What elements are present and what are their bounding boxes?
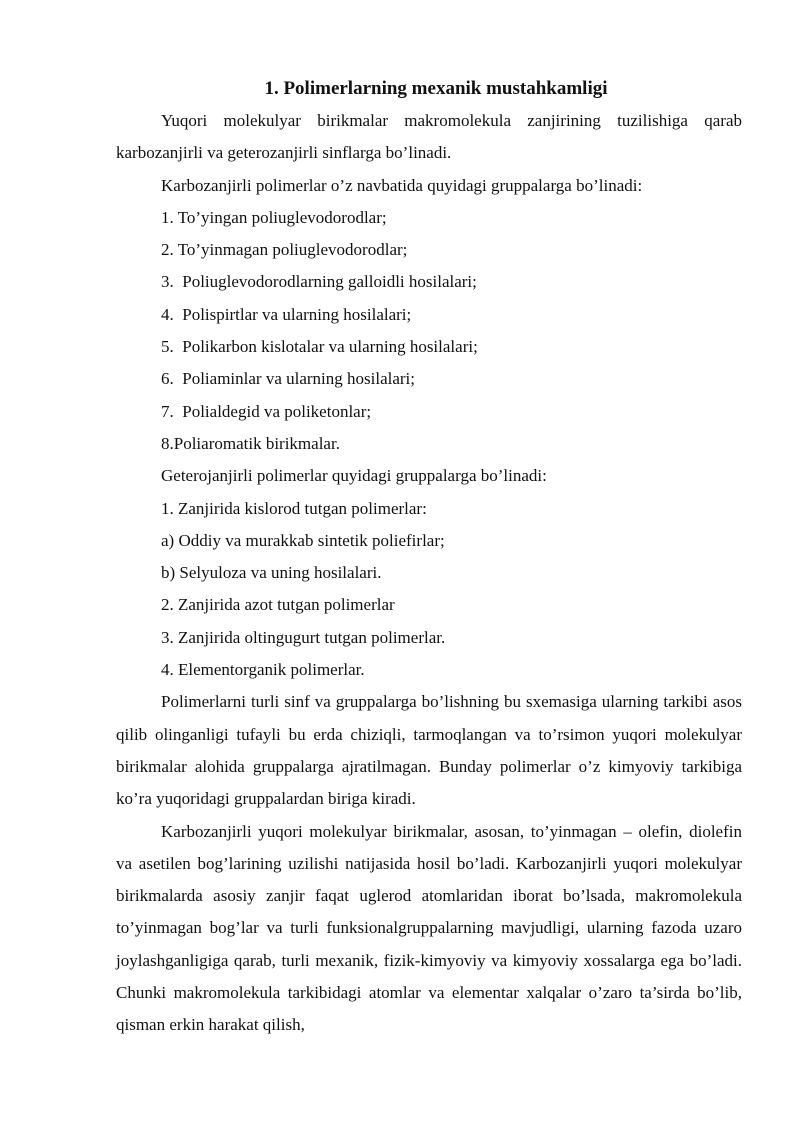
body-paragraph-2: Karbozanjirli yuqori molekulyar birikmalar, asosan, to’yinmagan – olefin, diolefin va asetilen bog’larining uzilishi natijasida hosil bo’ladi. Karbozanjirli yuqori molekulyar birikmalarda asosiy zanjir faqat uglerod atomlaridan iborat bo’lsada, makromolekula to’yinmagan bog’lar va turli funksionalgruppalarning mavjudligi, ularning fazoda uzaro joylashganligiga qarab, turli mexanik, fizik-kimyoviy va kimyoviy xossalarga ega bo’ladi. Chunki makromolekula tarkibidagi atomlar va elementar xalqalar o’zaro ta’sirda bo’lib, qisman erkin harakat qilish, bbox=[116, 821, 742, 1035]
list-item: 5. Polikarbon kislotalar va ularning hosilalari; bbox=[161, 337, 478, 357]
document-body bbox=[116, 75, 742, 1042]
hetero-heading: Geterojanjirli polimerlar quyidagi gruppalarga bo’linadi: bbox=[161, 466, 547, 486]
list-item: 1. Zanjirida kislorod tutgan polimerlar: bbox=[161, 498, 427, 518]
list-item: 4. Polispirtlar va ularning hosilalari; bbox=[161, 304, 412, 324]
list-item: 4. Elementorganik polimerlar. bbox=[161, 660, 365, 680]
list-item: 6. Poliaminlar va ularning hosilalari; bbox=[161, 369, 416, 389]
list-item: 7. Polialdegid va poliketonlar; bbox=[161, 401, 372, 421]
carbo-heading: Karbozanjirli polimerlar o’z navbatida quyidagi gruppalarga bo’linadi: bbox=[161, 175, 643, 195]
list-item: 2. Zanjirida azot tutgan polimerlar bbox=[161, 595, 395, 615]
list-item: b) Selyuloza va uning hosilalari. bbox=[161, 563, 382, 583]
list-item: a) Oddiy va murakkab sintetik poliefirlar; bbox=[161, 530, 445, 550]
list-item: 3. Zanjirida oltingugurt tutgan polimerlar. bbox=[161, 627, 446, 647]
list-item: 1. To’yingan poliuglevodorodlar; bbox=[161, 207, 387, 227]
list-item: 2. To’yinmagan poliuglevodorodlar; bbox=[161, 240, 408, 260]
list-item: 8.Poliaromatik birikmalar. bbox=[161, 433, 340, 453]
page-title: 1. Polimerlarning mexanik mustahkamligi bbox=[264, 78, 608, 99]
carbo-list bbox=[116, 202, 742, 460]
list-item: 3. Poliuglevodorodlarning galloidli hosilalari; bbox=[161, 272, 477, 292]
hetero-list bbox=[116, 493, 742, 687]
intro-paragraph: Yuqori molekulyar birikmalar makromolekula zanjirining tuzilishiga qarab karbozanjirli va geterozanjirli sinflarga bo’linadi. bbox=[116, 111, 742, 163]
body-paragraph-1: Polimerlarni turli sinf va gruppalarga bo’lishning bu sxemasiga ularning tarkibi asos qilib olinganligi tufayli bu erda chiziqli, tarmoqlangan va to’rsimon yuqori molekulyar birikmalar alohida gruppalarga ajratilmagan. Bunday polimerlar o’z kimyoviy tarkibiga ko’ra yuqoridagi gruppalardan biriga kiradi. bbox=[116, 692, 742, 809]
